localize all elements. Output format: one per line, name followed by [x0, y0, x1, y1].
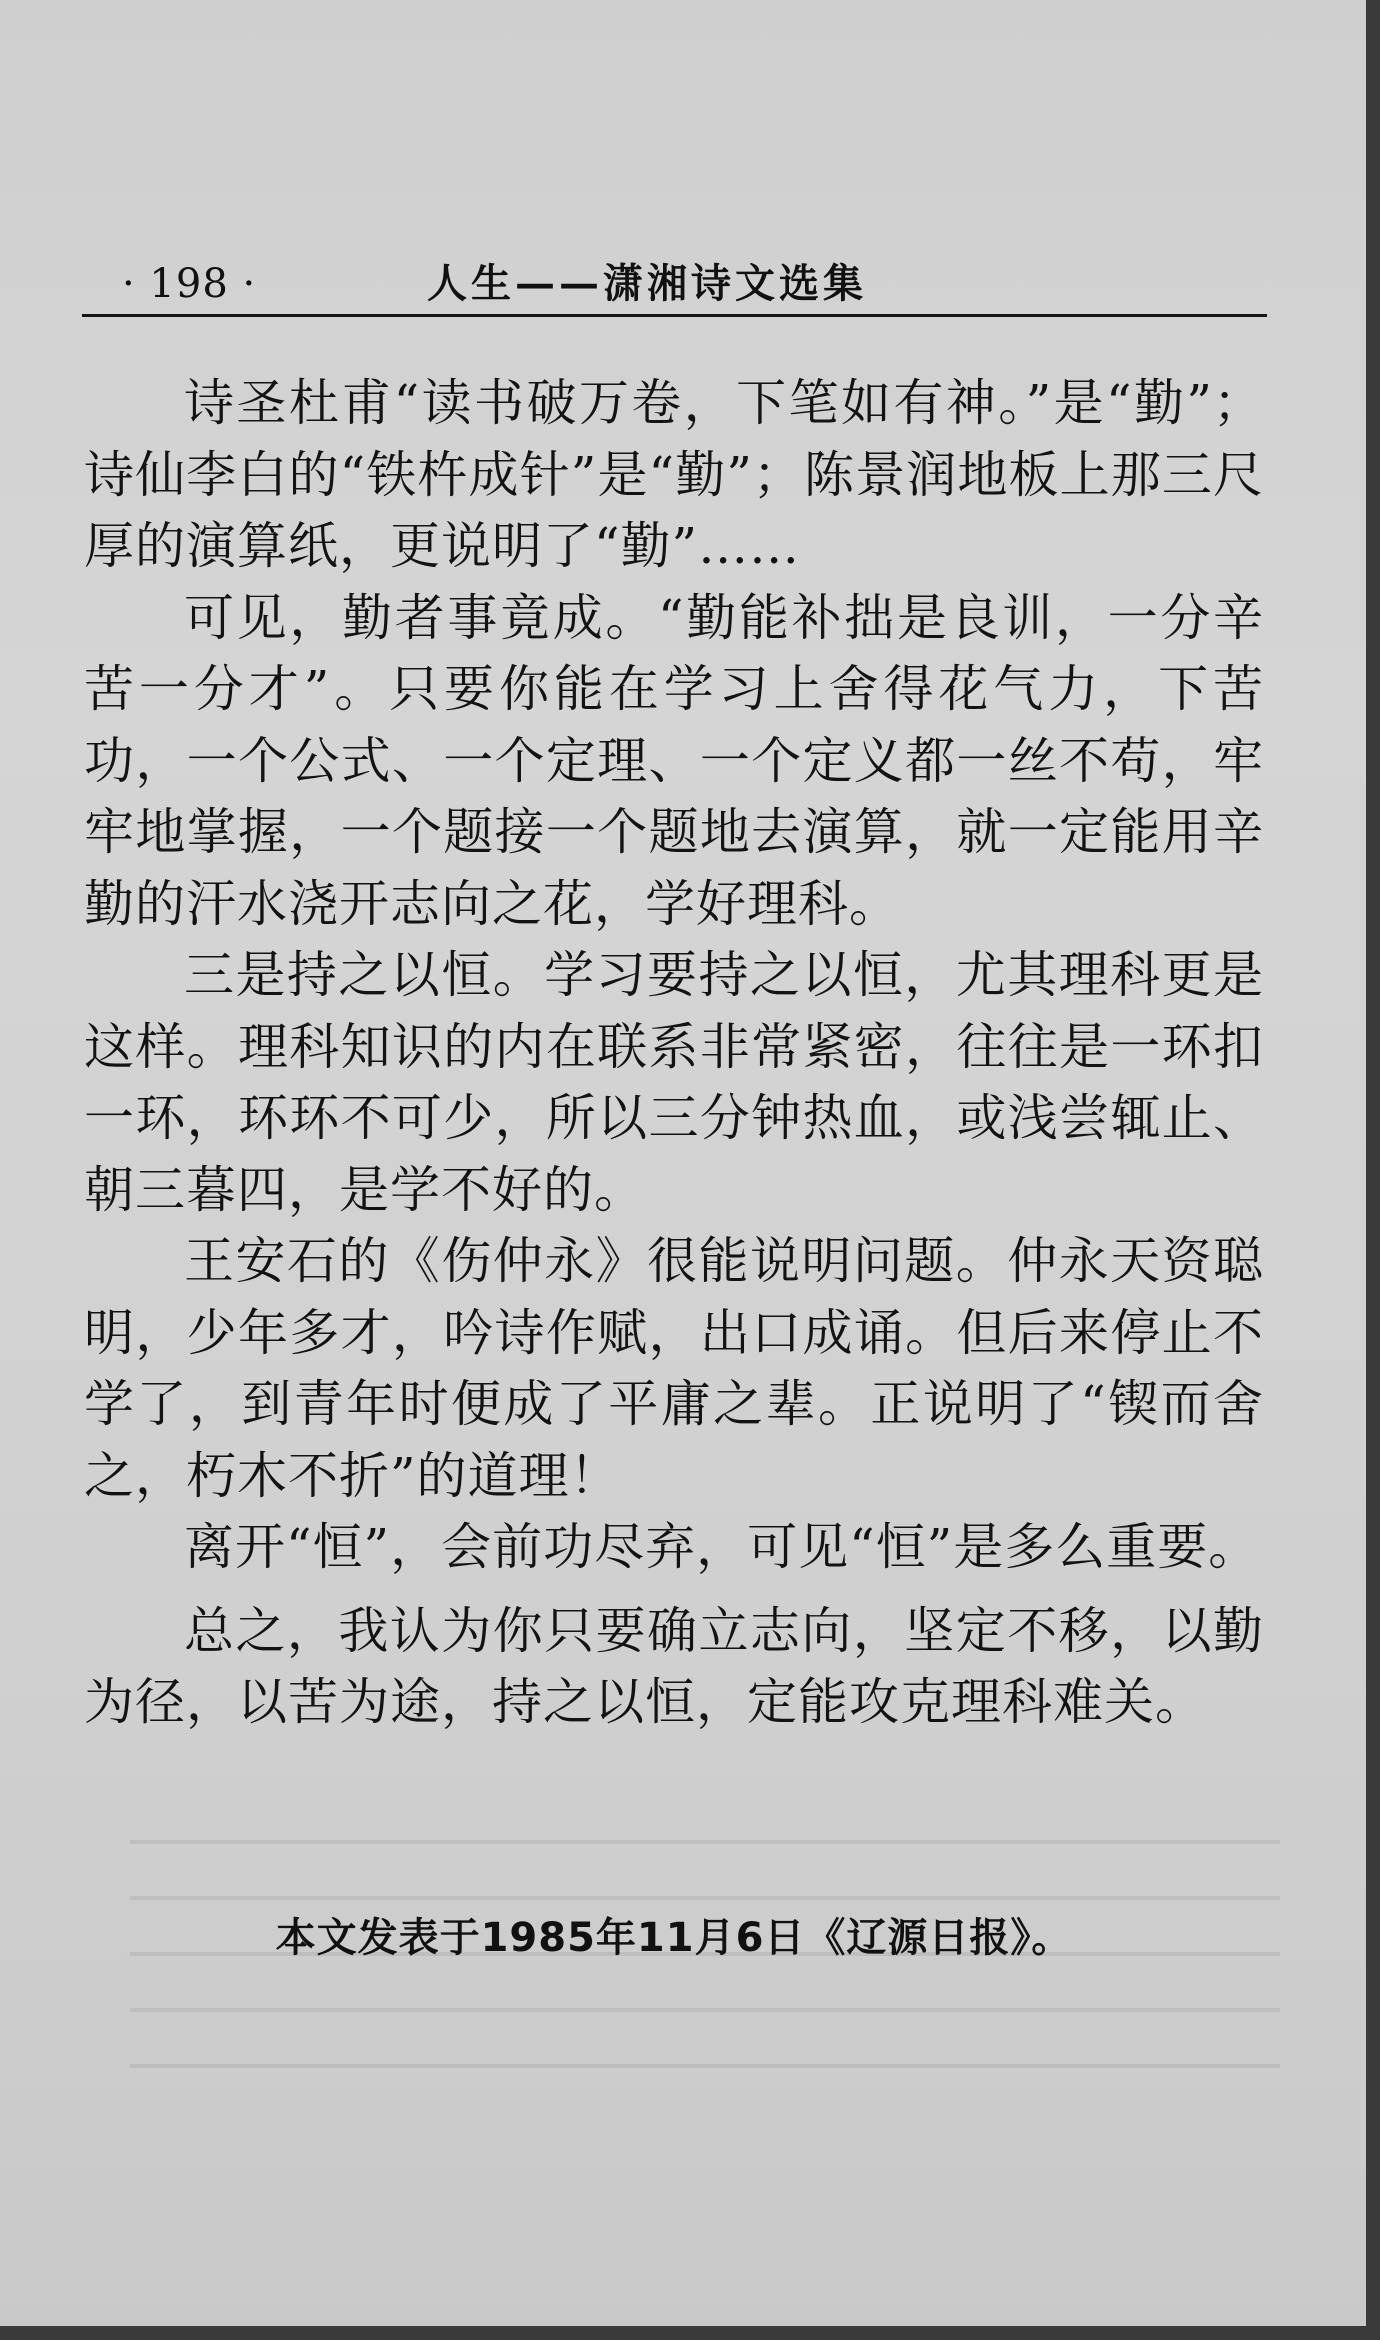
header-rule	[82, 314, 1267, 317]
running-title: 人生——潇湘诗文选集	[427, 260, 867, 307]
bleed-through-texture	[130, 1820, 1280, 2120]
page-edge-shadow	[1366, 0, 1380, 2340]
page-number: · 198 ·	[122, 261, 257, 307]
paragraph: 离开“恒”，会前功尽弃，可见“恒”是多么重要。	[184, 1518, 1260, 1576]
paragraph: 诗圣杜甫“读书破万卷，下笔如有神。”是“勤”；诗仙李白的“铁杵成针”是“勤”；陈景润地板上那三尺厚的演算纸，更说明了“勤”……	[84, 374, 1264, 575]
paragraph: 三是持之以恒。学习要持之以恒，尤其理科更是这样。理科知识的内在联系非常紧密，往往是一环扣一环，环环不可少，所以三分钟热血，或浅尝辄止、朝三暮四，是学不好的。	[84, 946, 1264, 1219]
publication-note: 本文发表于1985年11月6日《辽源日报》。	[275, 1915, 1073, 1961]
paragraph: 王安石的《伤仲永》很能说明问题。仲永天资聪明，少年多才，吟诗作赋，出口成诵。但后来停止不学了，到青年时便成了平庸之辈。正说明了“锲而舍之，朽木不折”的道理！	[84, 1232, 1264, 1505]
body-text	[84, 368, 1264, 1739]
paragraph: 可见，勤者事竟成。“勤能补拙是良训，一分辛苦一分才”。只要你能在学习上舍得花气力，下苦功，一个公式、一个定理、一个定义都一丝不苟，牢牢地掌握，一个题接一个题地去演算，就一定能用辛勤的汗水浇开志向之花，学好理科。	[84, 588, 1264, 933]
paragraph: 总之，我认为你只要确立志向，坚定不移，以勤为径，以苦为途，持之以恒，定能攻克理科难关。	[84, 1601, 1264, 1731]
page-header	[82, 252, 1267, 316]
page-edge-shadow	[0, 2326, 1380, 2340]
